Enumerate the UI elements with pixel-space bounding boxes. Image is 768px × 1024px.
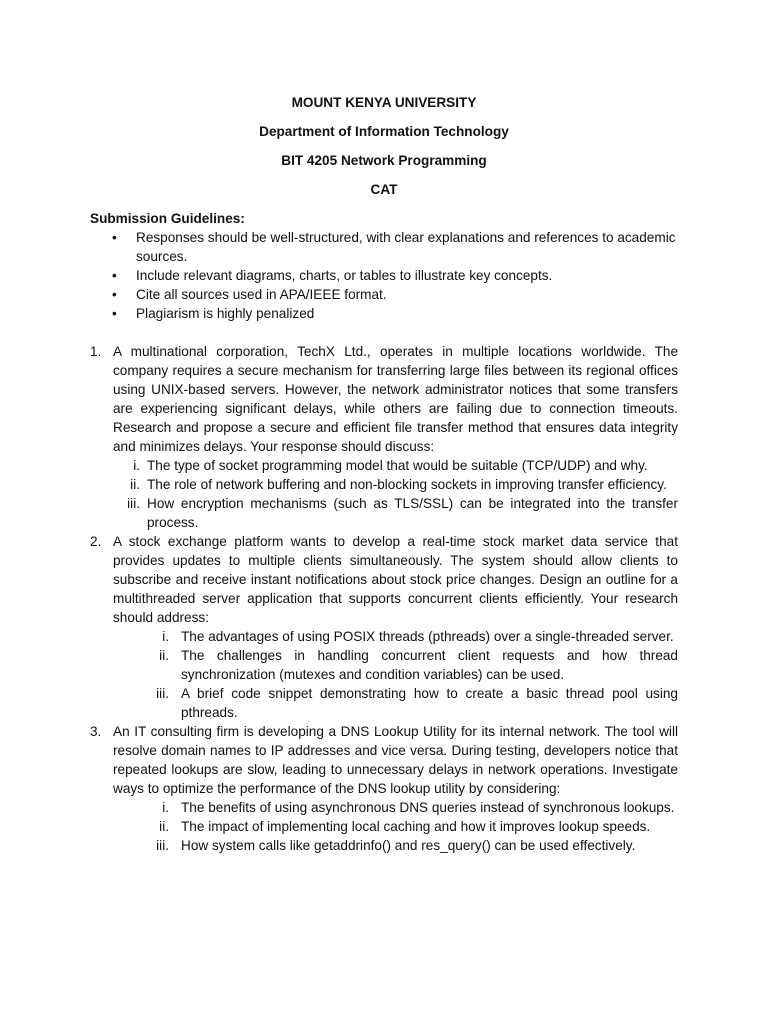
university-name: MOUNT KENYA UNIVERSITY	[291, 95, 477, 110]
sub-question-number: i.	[162, 800, 169, 815]
sub-question-item: ii. The role of network buffering and non-blocking sockets in improving transfer efficiency.	[113, 475, 678, 494]
question-3	[90, 722, 678, 855]
question-1	[90, 342, 678, 532]
sub-question-item: i. The benefits of using asynchronous DNS queries instead of synchronous lookups.	[113, 798, 678, 817]
sub-question-number: iii.	[156, 838, 169, 853]
bullet-icon: •	[112, 230, 117, 245]
document-header	[0, 93, 768, 209]
guideline-item: • Responses should be well-structured, with clear explanations and references to academic sources.	[112, 230, 676, 264]
bullet-icon: •	[112, 287, 117, 302]
sub-question-item: ii. The challenges in handling concurrent client requests and how thread synchronization (mutexes and condition variables) can be used.	[113, 646, 678, 684]
question-number: 3.	[90, 724, 102, 739]
question-number: 2.	[90, 534, 102, 549]
sub-question-list	[113, 627, 678, 722]
guideline-item: • Plagiarism is highly penalized	[112, 306, 315, 321]
sub-question-item: iii. A brief code snippet demonstrating how to create a basic thread pool using pthreads.	[113, 684, 678, 722]
questions-list	[90, 342, 678, 855]
sub-question-number: ii.	[130, 477, 140, 492]
sub-question-number: iii.	[156, 686, 169, 701]
sub-question-item: i. The type of socket programming model that would be suitable (TCP/UDP) and why.	[113, 456, 678, 475]
question-text: A stock exchange platform wants to develop a real-time stock market data service that provides updates to multiple clients simultaneously. The system should allow clients to subscribe and receive instant notifications about stock price changes. Design an outline for a multithreaded server application that supports concurrent clients efficiently. Your research should address:	[113, 534, 678, 625]
guidelines-title: Submission Guidelines:	[90, 211, 245, 226]
sub-question-number: i.	[133, 458, 140, 473]
sub-question-number: ii.	[159, 648, 169, 663]
sub-question-item: iii. How encryption mechanisms (such as TLS/SSL) can be integrated into the transfer process.	[113, 494, 678, 532]
bullet-icon: •	[112, 268, 117, 283]
bullet-icon: •	[112, 306, 117, 321]
submission-guidelines	[90, 209, 680, 323]
question-number: 1.	[90, 344, 102, 359]
guideline-item: • Include relevant diagrams, charts, or tables to illustrate key concepts.	[112, 268, 553, 283]
question-text: An IT consulting firm is developing a DNS Lookup Utility for its internal network. The tool will resolve domain names to IP addresses and vice versa. During testing, developers notice that repeated lookups are slow, leading to unnecessary delays in network operations. Investigate ways to optimize the performance of the DNS lookup utility by considering:	[113, 724, 678, 796]
sub-question-number: i.	[162, 629, 169, 644]
sub-question-list	[113, 456, 678, 532]
sub-question-item: i. The advantages of using POSIX threads (pthreads) over a single-threaded server.	[113, 627, 678, 646]
assessment-title: CAT	[370, 182, 398, 197]
sub-question-list	[113, 798, 678, 855]
course-title: BIT 4205 Network Programming	[281, 153, 487, 168]
sub-question-item: iii. How system calls like getaddrinfo() and res_query() can be used effectively.	[113, 836, 678, 855]
department-name: Department of Information Technology	[259, 124, 509, 139]
question-2	[90, 532, 678, 722]
question-text: A multinational corporation, TechX Ltd., operates in multiple locations worldwide. The company requires a secure mechanism for transferring large files between its regional offices using UNIX-based servers. However, the network administrator notices that some transfers are experiencing significant delays, while others are failing due to connection timeouts. Research and propose a secure and efficient file transfer method that ensures data integrity and minimizes delays. Your response should discuss:	[113, 344, 678, 454]
guideline-item: • Cite all sources used in APA/IEEE format.	[112, 287, 387, 302]
sub-question-number: iii.	[127, 496, 140, 511]
sub-question-number: ii.	[159, 819, 169, 834]
guidelines-list	[90, 228, 680, 323]
sub-question-item: ii. The impact of implementing local caching and how it improves lookup speeds.	[113, 817, 678, 836]
